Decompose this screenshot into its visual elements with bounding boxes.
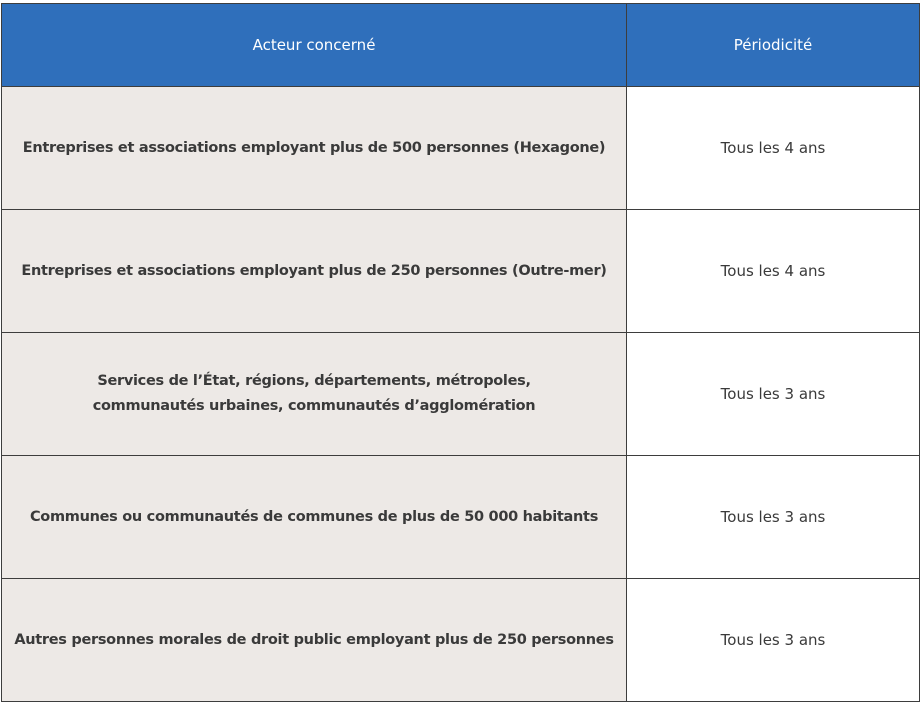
actor-cell: Communes ou communautés de communes de plus de 50 000 habitants <box>2 456 627 579</box>
period-cell: Tous les 3 ans <box>627 333 920 456</box>
table-row <box>2 333 920 456</box>
actor-cell: Entreprises et associations employant plus de 500 personnes (Hexagone) <box>2 87 627 210</box>
table-row <box>2 87 920 210</box>
actor-cell: Entreprises et associations employant plus de 250 personnes (Outre-mer) <box>2 210 627 333</box>
actor-cell: Services de l’État, régions, départements, métropoles, communautés urbaines, communautés d’agglomération <box>2 333 627 456</box>
period-cell: Tous les 3 ans <box>627 456 920 579</box>
header-actor: Acteur concerné <box>2 4 627 87</box>
period-cell: Tous les 4 ans <box>627 210 920 333</box>
table-header-row <box>2 4 920 87</box>
table-row <box>2 579 920 702</box>
period-cell: Tous les 4 ans <box>627 87 920 210</box>
table-row <box>2 456 920 579</box>
periodicity-table <box>1 3 920 702</box>
period-cell: Tous les 3 ans <box>627 579 920 702</box>
table-row <box>2 210 920 333</box>
header-period: Périodicité <box>627 4 920 87</box>
actor-cell: Autres personnes morales de droit public employant plus de 250 personnes <box>2 579 627 702</box>
